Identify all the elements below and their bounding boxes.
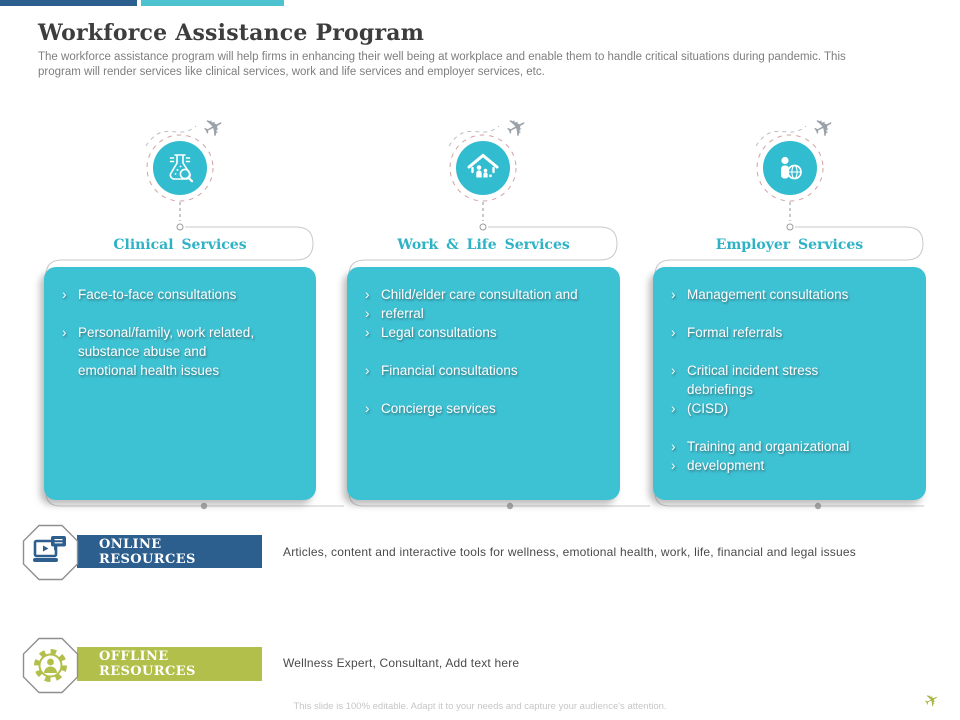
bullet-item (671, 323, 916, 342)
bullet-item (671, 380, 916, 399)
bullet-item (671, 285, 916, 304)
clinical-services-box (44, 267, 316, 500)
bullet-marker: › (671, 458, 676, 473)
bullet-text: substance abuse and (78, 344, 207, 359)
bullet-text: Personal/family, work related, (78, 325, 255, 340)
work-life-icon-circle (456, 141, 510, 195)
bullet-text: (CISD) (687, 401, 729, 416)
work-life-services-box (347, 267, 620, 500)
base-line-dot (507, 503, 513, 509)
connector-dot (480, 224, 486, 230)
bullet-text: Financial consultations (381, 363, 518, 378)
page-subtitle (38, 50, 846, 80)
bullet-text: debriefings (687, 382, 754, 397)
footer-airplane-icon: ✈ (921, 688, 944, 714)
bullet-item (365, 361, 610, 380)
footer-note: This slide is 100% editable. Adapt it to your needs and capture your audience's attention. (293, 701, 667, 712)
bullet-marker: › (671, 325, 676, 340)
connector-dot (787, 224, 793, 230)
bullet-item (365, 323, 610, 342)
bullet-item (671, 399, 916, 418)
bullet-marker: › (671, 439, 676, 454)
bullet-marker: › (62, 287, 67, 302)
base-line-dot (201, 503, 207, 509)
base-line-dot (815, 503, 821, 509)
offline-resources-label: OFFLINE RESOURCES (99, 649, 196, 679)
bullet-marker: › (365, 363, 370, 378)
airplane-icon: ✈ (807, 109, 840, 146)
connector-dot (177, 224, 183, 230)
top-bar-blue (0, 0, 137, 6)
column-header-employer: Employer Services (715, 237, 864, 253)
bullet-text: Concierge services (381, 401, 496, 416)
bullet-item (62, 285, 306, 304)
bullet-text: development (687, 458, 765, 473)
bullet-item (62, 342, 306, 361)
airplane-icon: ✈ (500, 109, 533, 146)
top-bar-teal (141, 0, 284, 6)
bullet-item (671, 361, 916, 380)
bullet-item (671, 456, 916, 475)
bullet-text: Formal referrals (687, 325, 783, 340)
clinical-flask-research-icon (160, 148, 200, 188)
offline-resources-badge (22, 637, 79, 694)
bullet-item (365, 399, 610, 418)
bullet-marker: › (671, 401, 676, 416)
bullet-text: Face-to-face consultations (78, 287, 237, 302)
bullet-text: Legal consultations (381, 325, 497, 340)
bullet-text: Child/elder care consultation and (381, 287, 578, 302)
column-header-work-life: Work & Life Services (397, 237, 570, 253)
clinical-icon-circle (153, 141, 207, 195)
subtitle-line-2: program will render services like clinical services, work and life services and employer services, etc. (38, 66, 545, 78)
bullet-marker: › (671, 287, 676, 302)
bullet-marker: › (365, 401, 370, 416)
page-title: Workforce Assistance Program (38, 20, 425, 46)
subtitle-line-1: The workforce assistance program will help firms in enhancing their well being at workplace and enable them to handle critical situations during pandemic. This (38, 51, 846, 63)
bullet-item (62, 361, 306, 380)
bullet-item (62, 323, 306, 342)
bullet-text: Management consultations (687, 287, 849, 302)
bullet-marker: › (365, 325, 370, 340)
bullet-item (365, 285, 610, 304)
bullet-item (671, 437, 916, 456)
online-resources-banner (77, 535, 262, 568)
online-resources-label: ONLINE RESOURCES (99, 536, 196, 567)
offline-resources-banner (77, 647, 262, 681)
bullet-marker: › (62, 325, 67, 340)
online-resources-badge (22, 524, 79, 581)
offline-resources-description: Wellness Expert, Consultant, Add text here (283, 656, 520, 670)
online-resources-description: Articles, content and interactive tools for wellness, emotional health, work, life, financial and legal issues (283, 545, 856, 559)
airplane-icon: ✈ (197, 109, 230, 146)
bullet-text: Training and organizational (687, 439, 850, 454)
bullet-marker: › (671, 363, 676, 378)
bullet-text: Critical incident stress (687, 363, 819, 378)
employer-icon-circle (763, 141, 817, 195)
bullet-text: referral (381, 306, 424, 321)
bullet-item (365, 304, 610, 323)
family-home-icon (463, 148, 503, 188)
column-header-clinical: Clinical Services (113, 237, 247, 253)
employer-globe-person-icon (770, 148, 810, 188)
bullet-marker: › (365, 287, 370, 302)
bullet-text: emotional health issues (78, 363, 220, 378)
employer-services-box (653, 267, 926, 500)
bullet-marker: › (365, 306, 370, 321)
